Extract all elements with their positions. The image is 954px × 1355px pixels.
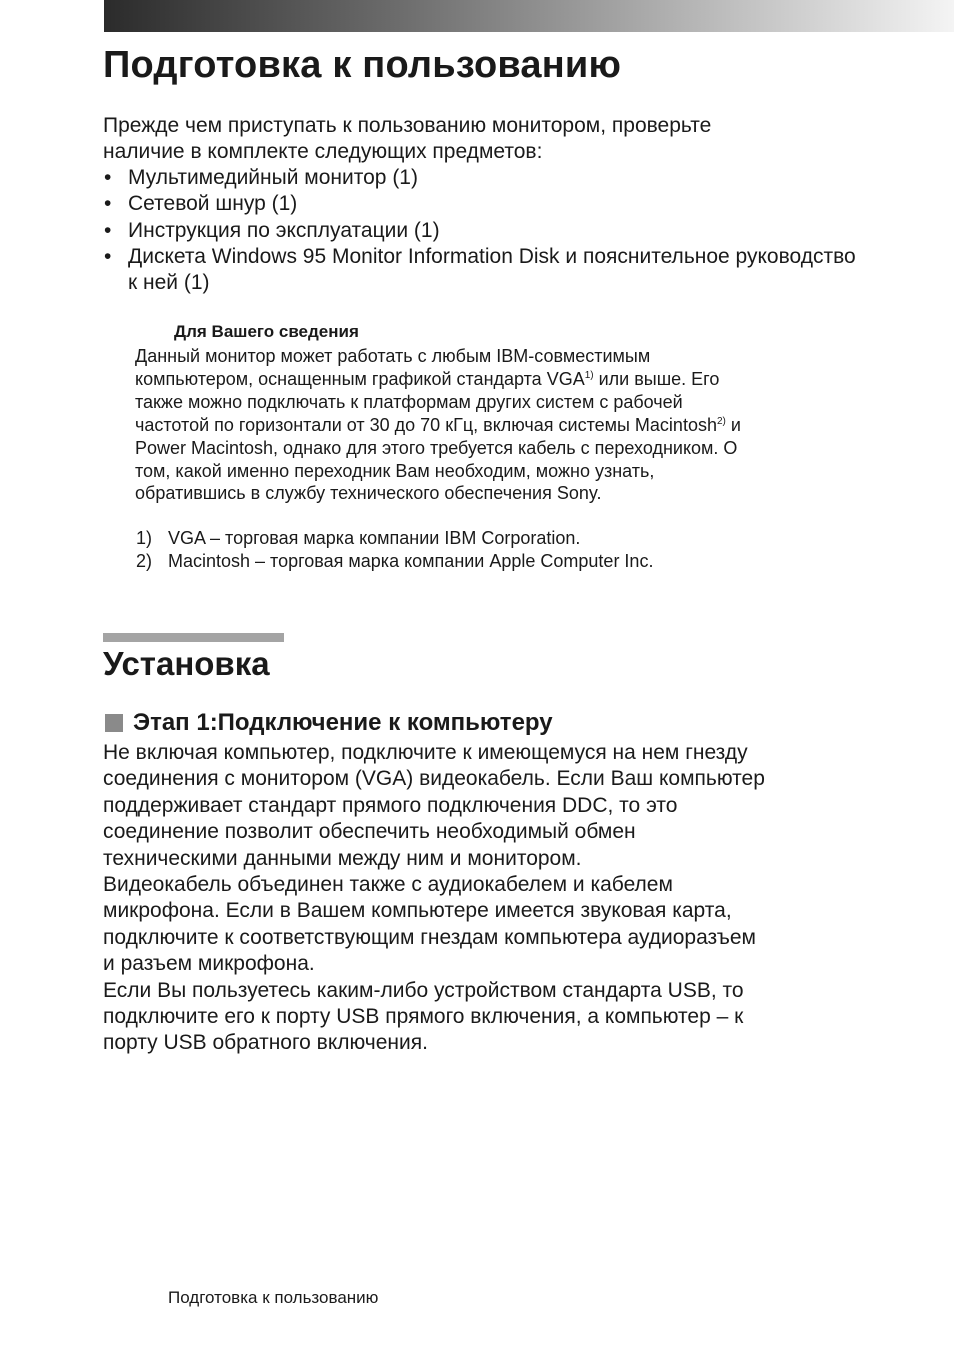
step-line: и разъем микрофона. [103, 952, 315, 976]
intro-line: Прежде чем приступать к пользованию монитором, проверьте [103, 114, 712, 137]
note-line: также можно подключать к платформам других систем с рабочей [135, 391, 683, 412]
step-line: порту USB обратного включения. [103, 1031, 428, 1055]
bullet-icon: • [104, 244, 112, 268]
section-title: Установка [103, 645, 270, 682]
step-heading [103, 709, 553, 737]
package-contents-list [103, 165, 863, 296]
list-item [103, 165, 863, 191]
step-line: соединение позволит обеспечить необходимый обмен [103, 820, 636, 844]
step-body [103, 740, 863, 1057]
step-line: техническими данными между ним и монитором. [103, 846, 582, 870]
intro-line: наличие в комплекте следующих предметов: [103, 140, 543, 164]
note-line: Power Macintosh, однако для этого требуется кабель с переходником. О [135, 437, 738, 458]
note-heading: Для Вашего сведения [174, 322, 359, 341]
list-item [103, 244, 863, 297]
note-line: частотой по горизонтали от 30 до 70 кГц, включая системы Macintosh [135, 414, 717, 435]
step-line: Если Вы пользуетесь каким-либо устройством стандарта USB, то [103, 978, 744, 1002]
step-paragraph [103, 740, 863, 872]
page-title: Подготовка к пользованию [103, 44, 622, 86]
note-line: компьютером, оснащенным графикой стандарта VGA [135, 368, 585, 389]
footnote-number: 2) [136, 550, 153, 571]
header-gradient-bar [104, 0, 954, 32]
footnote-text: VGA – торговая марка компании IBM Corporation. [168, 528, 581, 548]
footnote-text: Macintosh – торговая марка компании Apple Computer Inc. [168, 550, 654, 571]
note-body [135, 345, 850, 505]
bullet-icon: • [104, 166, 112, 189]
bullet-icon: • [104, 192, 112, 216]
list-item-text: Мультимедийный монитор (1) [128, 166, 418, 189]
square-icon [105, 714, 123, 732]
footnote-number: 1) [136, 528, 153, 548]
note-line: обратившись в службу технического обеспечения Sony. [135, 483, 602, 504]
page-footer: Подготовка к пользованию [168, 1288, 379, 1307]
step-line: поддерживает стандарт прямого подключения DDC, то это [103, 793, 678, 817]
step-line: подключите к соответствующим гнездам компьютера аудиоразъем [103, 925, 756, 949]
footnote [135, 527, 850, 550]
step-line: микрофона. Если в Вашем компьютере имеется звуковая карта, [103, 899, 732, 923]
note-line: том, какой именно переходник Вам необходим, можно узнать, [135, 460, 655, 481]
footnote-ref: 2) [716, 415, 726, 427]
note-line: и [725, 414, 741, 435]
step-paragraph [103, 872, 863, 978]
step-paragraph [103, 978, 863, 1057]
step-line: Видеокабель объединен также с аудиокабелем и кабелем [103, 873, 673, 897]
step-line: соединения с монитором (VGA) видеокабель. Если Ваш компьютер [103, 767, 765, 791]
list-item-text: Сетевой шнур (1) [128, 192, 298, 216]
list-item [103, 218, 863, 244]
list-item [103, 191, 863, 217]
footnote [135, 550, 850, 573]
footnote-ref: 1) [584, 369, 594, 381]
bullet-icon: • [104, 218, 112, 242]
step-line: подключите его к порту USB прямого включения, а компьютер – к [103, 1005, 744, 1029]
section-divider-bar [103, 633, 284, 642]
step-title: Этап 1:Подключение к компьютеру [133, 709, 553, 736]
list-item-text: Инструкция по эксплуатации (1) [128, 218, 440, 242]
note-line: или выше. Его [593, 368, 720, 389]
step-line: Не включая компьютер, подключите к имеющемуся на нем гнезду [103, 741, 748, 764]
intro-paragraph [103, 113, 863, 166]
list-item-text: Дискета Windows 95 Monitor Information Disk и пояснительное руководство к ней (1) [128, 244, 856, 295]
footnotes-list [135, 527, 850, 573]
note-line: Данный монитор может работать с любым IBM-совместимым [135, 346, 651, 366]
